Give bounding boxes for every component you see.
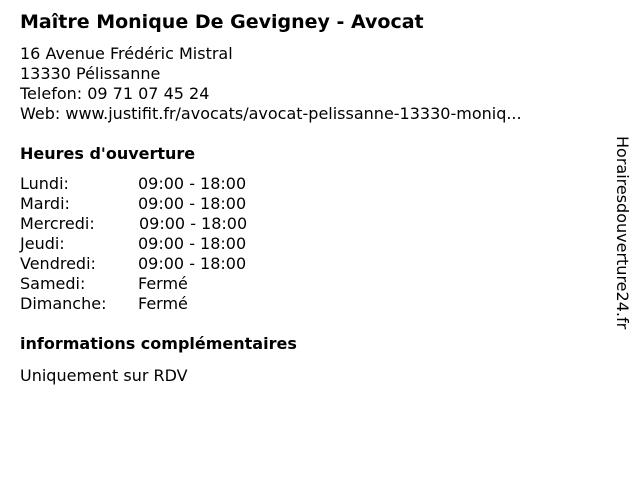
time-value: 09:00 - 18:00 <box>138 234 247 253</box>
hours-row <box>20 174 320 194</box>
time-value: 09:00 - 18:00 <box>138 194 247 213</box>
site-brand-vertical: Horairesdouverture24.fr <box>613 136 632 330</box>
hours-row <box>20 194 320 214</box>
hours-row <box>20 294 320 314</box>
hours-row <box>20 234 320 254</box>
hours-row <box>20 214 320 234</box>
time-value: 09:00 - 18:00 <box>139 214 248 233</box>
time-value: Fermé <box>138 294 188 313</box>
time-value: 09:00 - 18:00 <box>138 174 247 193</box>
day-label: Mercredi: <box>20 214 95 233</box>
day-label: Dimanche: <box>20 294 107 313</box>
page-title: Maître Monique De Gevigney - Avocat <box>20 11 424 33</box>
additional-info-heading: informations complémentaires <box>20 334 297 353</box>
opening-hours-list <box>20 174 320 314</box>
day-label: Lundi: <box>20 174 69 193</box>
day-label: Vendredi: <box>20 254 96 273</box>
phone-text: Telefon: 09 71 07 45 24 <box>20 84 210 103</box>
day-label: Jeudi: <box>20 234 65 253</box>
time-value: Fermé <box>138 274 188 293</box>
hours-row <box>20 254 320 274</box>
hours-row <box>20 274 320 294</box>
contact-block <box>20 44 522 124</box>
time-value: 09:00 - 18:00 <box>138 254 247 273</box>
day-label: Samedi: <box>20 274 86 293</box>
address-street: 16 Avenue Frédéric Mistral <box>20 44 233 63</box>
address-city: 13330 Pélissanne <box>20 64 161 83</box>
additional-info-text: Uniquement sur RDV <box>20 366 188 385</box>
day-label: Mardi: <box>20 194 70 213</box>
web-link[interactable]: Web: www.justifit.fr/avocats/avocat-pelissanne-13330-moniq... <box>20 104 522 123</box>
opening-hours-heading: Heures d'ouverture <box>20 144 196 163</box>
